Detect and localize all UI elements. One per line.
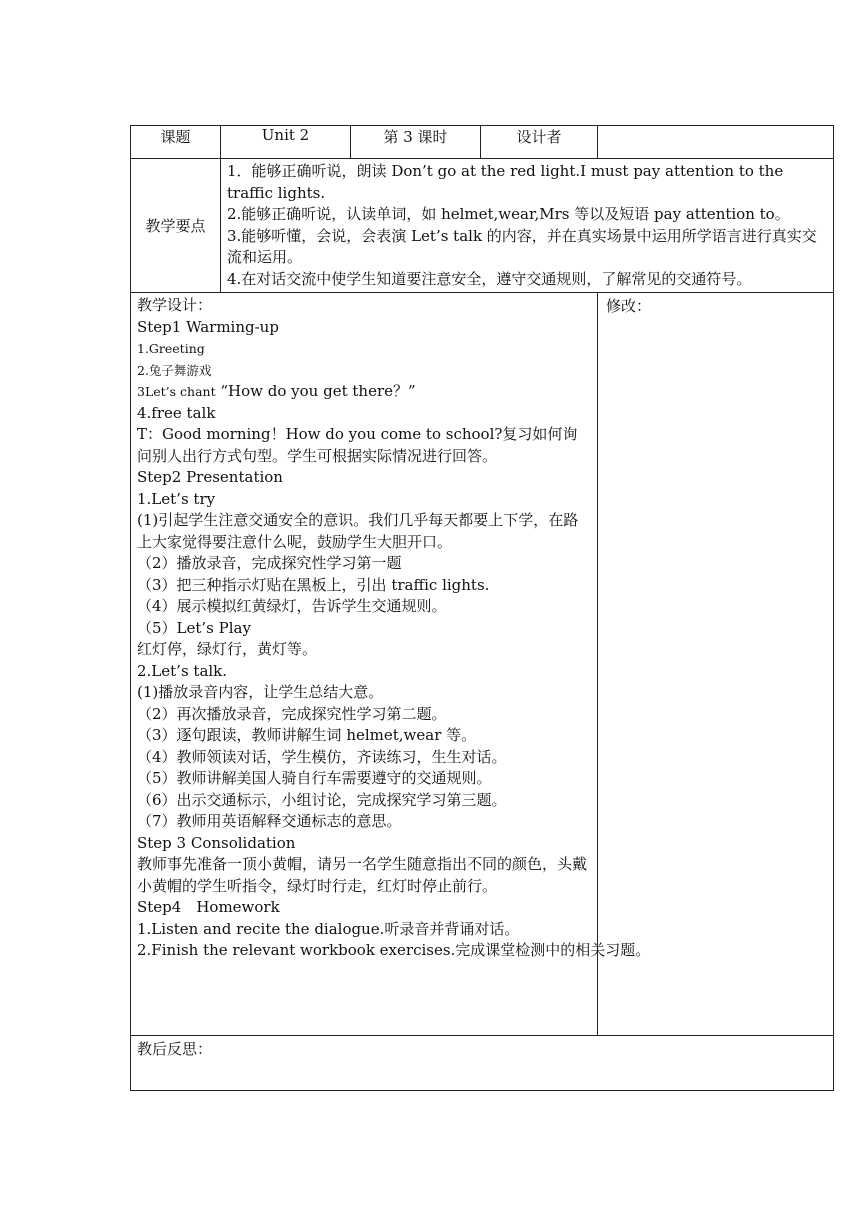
- goal-item: 4.在对话交流中使学生知道要注意安全，遵守交通规则，了解常见的交通符号。: [227, 269, 752, 288]
- step1-item: T：Good morning！How do you come to school?复习如何询问别人出行方式句型。学生可根据实际情况进行回答。: [137, 425, 578, 465]
- step1-item: 2.兔子舞游戏: [137, 362, 212, 378]
- design-row: [131, 293, 834, 1036]
- talk-item: （2）再次播放录音，完成探究性学习第二题。: [137, 704, 447, 723]
- designer-label: 设计者: [481, 126, 598, 159]
- step3-title: Step 3 Consolidation: [137, 833, 296, 852]
- header-row: [131, 126, 834, 159]
- step1-item: 4.free talk: [137, 403, 216, 422]
- try-item: （5）Let’s Play: [137, 618, 251, 637]
- homework-item: 2.Finish the relevant workbook exercises.完成课堂检测中的相关习题。: [137, 941, 651, 959]
- talk-item: （5）教师讲解美国人骑自行车需要遵守的交通规则。: [137, 769, 492, 787]
- talk-item: （7）教师用英语解释交通标志的意思。: [137, 812, 402, 830]
- reflection-label: 教后反思：: [137, 1040, 213, 1058]
- talk-item: （6）出示交通标示，小组讨论，完成探究学习第三题。: [137, 790, 507, 809]
- step1-item: [137, 381, 591, 403]
- designer-value: [598, 126, 834, 159]
- reflection-cell: [131, 1036, 834, 1091]
- goals-label: 教学要点: [131, 159, 221, 293]
- course-label: 课题: [131, 126, 221, 159]
- step3-text: 教师事先准备一顶小黄帽，请另一名学生随意指出不同的颜色，头戴小黄帽的学生听指令，绿灯时行走，红灯时停止前行。: [137, 855, 588, 895]
- talk-item: （4）教师领读对话，学生模仿，齐读练习，生生对话。: [137, 747, 507, 766]
- homework-item: 1.Listen and recite the dialogue.听录音并背诵对话。: [137, 919, 520, 938]
- step1-title: Step1 Warming-up: [137, 317, 279, 336]
- goal-item: 1．能够正确听说，朗读 Don’t go at the red light.I must pay attention to the traffic lights.: [227, 162, 784, 202]
- unit-value: Unit 2: [221, 126, 351, 159]
- try-title: 1.Let’s try: [137, 489, 216, 508]
- talk-item: （3）逐句跟读，教师讲解生词 helmet,wear 等。: [137, 726, 477, 744]
- try-item: (1)引起学生注意交通安全的意识。我们几乎每天都要上下学，在路上大家觉得要注意什么呢，鼓励学生大胆开口。: [137, 511, 579, 551]
- step1-item: 1.Greeting: [137, 341, 205, 356]
- lesson-plan-page: [130, 125, 833, 1091]
- chant-title: “How do you get there？”: [215, 382, 416, 400]
- reflection-row: [131, 1036, 834, 1091]
- design-label: 教学设计：: [137, 296, 213, 314]
- try-item: （3）把三种指示灯贴在黑板上，引出 traffic lights.: [137, 575, 490, 594]
- chant-prefix: 3Let’s chant: [137, 384, 216, 399]
- goal-item: 3.能够听懂，会说，会表演 Let’s talk 的内容，并在真实场景中运用所学语言进行真实交流和运用。: [227, 226, 817, 266]
- revise-column: [598, 293, 834, 1036]
- goals-content: [221, 159, 834, 293]
- talk-item: (1)播放录音内容，让学生总结大意。: [137, 683, 384, 701]
- lesson-plan-table: [130, 125, 834, 1091]
- goal-item: 2.能够正确听说，认读单词，如 helmet,wear,Mrs 等以及短语 pay attention to。: [227, 205, 790, 223]
- revise-label: 修改：: [606, 297, 652, 315]
- lesson-value: 第 3 课时: [351, 126, 481, 159]
- talk-title: 2.Let’s talk.: [137, 661, 228, 680]
- goals-row: [131, 159, 834, 293]
- step2-title: Step2 Presentation: [137, 468, 283, 486]
- try-item: 红灯停，绿灯行，黄灯等。: [137, 640, 318, 658]
- try-item: （4）展示模拟红黄绿灯，告诉学生交通规则。: [137, 597, 447, 615]
- try-item: （2）播放录音，完成探究性学习第一题: [137, 554, 402, 572]
- step4-title: Step4 Homework: [137, 898, 280, 916]
